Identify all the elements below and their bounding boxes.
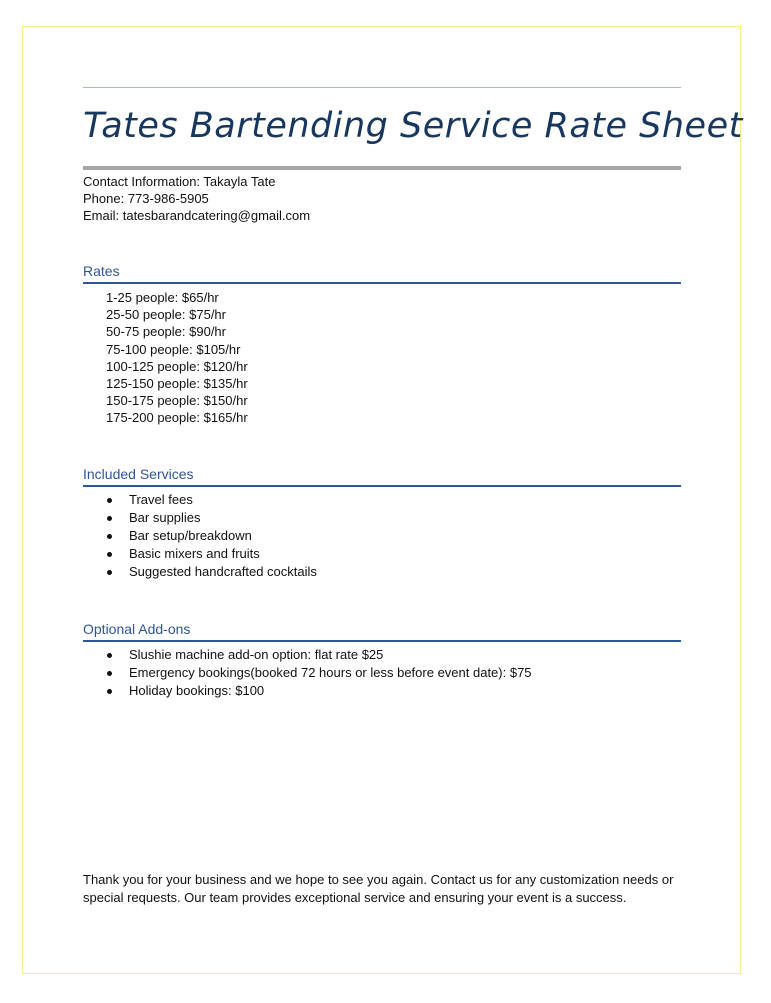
contact-name: Contact Information: Takayla Tate <box>83 174 276 189</box>
service-label: Suggested handcrafted cocktails <box>129 564 317 579</box>
rate-item: 75-100 people: $105/hr <box>106 341 241 357</box>
addon-label: Emergency bookings(booked 72 hours or less before event date): $75 <box>129 665 532 680</box>
bullet-icon <box>107 498 112 503</box>
rate-item: 150-175 people: $150/hr <box>106 393 248 409</box>
list-item <box>83 664 532 682</box>
page-title: Tates Bartending Service Rate Sheet <box>83 106 743 146</box>
rate-item: 50-75 people: $90/hr <box>106 324 226 340</box>
list-item <box>83 509 317 527</box>
list-item <box>83 545 317 563</box>
list-item <box>83 682 532 700</box>
closing-paragraph: Thank you for your business and we hope to see you again. Contact us for any customization needs or special requests. Our team provides exceptional service and ensuring your event is a success. <box>83 872 674 905</box>
service-label: Travel fees <box>129 492 193 507</box>
title-top-rule <box>83 87 681 88</box>
included-services-heading: Included Services <box>83 465 681 487</box>
bullet-icon <box>107 671 112 676</box>
addon-label: Slushie machine add-on option: flat rate $25 <box>129 647 384 662</box>
service-label: Basic mixers and fruits <box>129 546 260 561</box>
bullet-icon <box>107 570 112 575</box>
rate-item: 1-25 people: $65/hr <box>106 290 219 305</box>
list-item <box>83 646 532 664</box>
bullet-icon <box>107 516 112 521</box>
service-label: Bar setup/breakdown <box>129 528 252 543</box>
bullet-icon <box>107 552 112 557</box>
contact-block <box>83 173 310 224</box>
rate-item: 175-200 people: $165/hr <box>106 410 248 426</box>
list-item <box>83 563 317 581</box>
addon-label: Holiday bookings: $100 <box>129 683 265 698</box>
list-item <box>83 491 317 509</box>
optional-addons-heading: Optional Add-ons <box>83 620 681 642</box>
bullet-icon <box>107 653 112 658</box>
optional-addons-list <box>83 646 532 700</box>
rate-item: 100-125 people: $120/hr <box>106 358 248 374</box>
service-label: Bar supplies <box>129 510 201 525</box>
included-services-list <box>83 491 317 581</box>
contact-phone: Phone: 773-986-5905 <box>83 191 209 206</box>
rate-item: 25-50 people: $75/hr <box>106 307 226 323</box>
title-bottom-rule <box>83 166 681 170</box>
contact-email: Email: tatesbarandcatering@gmail.com <box>83 208 311 223</box>
list-item <box>83 527 317 545</box>
bullet-icon <box>107 534 112 539</box>
rate-item: 125-150 people: $135/hr <box>106 376 248 392</box>
rates-list <box>106 289 248 427</box>
rates-heading: Rates <box>83 262 681 284</box>
bullet-icon <box>107 689 112 694</box>
